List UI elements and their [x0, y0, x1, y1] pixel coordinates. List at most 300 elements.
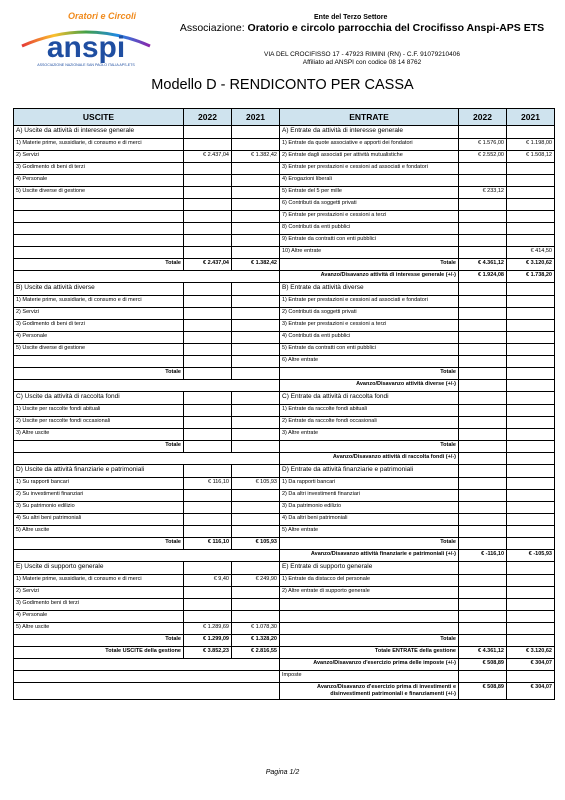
table-cell	[232, 356, 280, 368]
table-cell: 9) Entrate da contratti con enti pubblici	[280, 235, 459, 247]
table-cell	[459, 296, 507, 308]
table-row	[14, 502, 555, 514]
table-cell	[459, 502, 507, 514]
table-cell	[232, 175, 280, 187]
table-cell: 4) Da altri beni patrimoniali	[280, 514, 459, 526]
totale-label: Totale	[280, 259, 459, 271]
avanzo-esercizio-label: Avanzo/Disavanzo d'esercizio prima delle imposte (+/-)	[280, 659, 459, 671]
table-cell: 3) Entrate per prestazioni e cessioni ad associati e fondatori	[280, 163, 459, 175]
table-cell: 4) Personale	[14, 332, 184, 344]
table-cell	[507, 611, 555, 623]
table-cell: 2) Altre entrate di supporto generale	[280, 587, 459, 599]
section-row	[14, 562, 555, 575]
table-cell: 4) Personale	[14, 611, 184, 623]
table-cell: € 2.437,04	[184, 151, 232, 163]
table-cell	[232, 429, 280, 441]
table-cell	[184, 502, 232, 514]
empty-cell	[14, 659, 280, 671]
table-row	[14, 405, 555, 417]
table-cell	[507, 175, 555, 187]
table-cell	[232, 163, 280, 175]
table-cell: 1) Materie prime, sussidiarie, di consumo e di merci	[14, 296, 184, 308]
table-cell: € 9,40	[184, 575, 232, 587]
table-cell	[459, 538, 507, 550]
table-cell: 1) Su rapporti bancari	[14, 478, 184, 490]
imposte-label: Imposte	[280, 671, 459, 683]
avanzo-esercizio-row	[14, 659, 555, 671]
table-cell: 3) Godimento beni di terzi	[14, 599, 184, 611]
table-cell	[232, 368, 280, 380]
avanzo-row	[14, 380, 555, 392]
table-cell	[280, 599, 459, 611]
table-cell: 5) Altre uscite	[14, 526, 184, 538]
table-cell	[507, 344, 555, 356]
avanzo-row	[14, 550, 555, 562]
table-cell	[184, 490, 232, 502]
avanzo-label: Avanzo/Disavanzo attività finanziarie e patrimoniali (+/-)	[280, 550, 459, 562]
table-cell	[232, 235, 280, 247]
avanzo-label: Avanzo/Disavanzo attività diverse (+/-)	[280, 380, 459, 392]
totale-label: Totale	[280, 635, 459, 647]
table-cell	[507, 587, 555, 599]
totale-label: Totale	[14, 538, 184, 550]
totale-label: Totale	[14, 368, 184, 380]
table-cell	[184, 562, 232, 575]
table-row	[14, 151, 555, 163]
table-cell	[184, 283, 232, 296]
table-cell	[184, 587, 232, 599]
table-cell: € 4.361,12	[459, 259, 507, 271]
table-cell: 5) Altre entrate	[280, 526, 459, 538]
table-cell	[459, 356, 507, 368]
table-row	[14, 163, 555, 175]
table-row	[14, 247, 555, 259]
table-cell	[14, 247, 184, 259]
svg-text:ASSOCIAZIONE NAZIONALE SAN PAO: ASSOCIAZIONE NAZIONALE SAN PAOLO ITALIA APS-ETS	[37, 63, 135, 67]
table-row	[14, 320, 555, 332]
table-cell	[507, 441, 555, 453]
empty-cell	[14, 671, 280, 683]
section-title: A) Entrate da attività di interesse generale	[280, 126, 459, 139]
table-cell	[232, 526, 280, 538]
anspi-logo	[16, 10, 156, 68]
table-cell	[232, 405, 280, 417]
table-cell	[507, 635, 555, 647]
empty-cell	[14, 683, 280, 700]
table-cell: 2) Uscite per raccolte fondi occasionali	[14, 417, 184, 429]
table-cell	[459, 163, 507, 175]
table-cell	[507, 126, 555, 139]
table-cell	[232, 490, 280, 502]
table-row	[14, 478, 555, 490]
table-cell	[459, 235, 507, 247]
table-cell: 2) Su investimenti finanziari	[14, 490, 184, 502]
table-cell	[507, 283, 555, 296]
section-title: C) Uscite da attività di raccolta fondi	[14, 392, 184, 405]
table-cell: 6) Altre entrate	[280, 356, 459, 368]
table-cell	[184, 465, 232, 478]
table-cell: € 4.361,12	[459, 647, 507, 659]
table-row	[14, 599, 555, 611]
avanzo-label: Avanzo/Disavanzo attività di raccolta fondi (+/-)	[280, 453, 459, 465]
table-cell: € 1.382,42	[232, 151, 280, 163]
table-cell	[459, 223, 507, 235]
table-cell: € 105,93	[232, 478, 280, 490]
avanzo-row	[14, 453, 555, 465]
association-name: Associazione: Oratorio e circolo parrocchia del Crocifisso Anspi-APS ETS	[179, 22, 545, 34]
table-cell: 3) Entrate per prestazioni e cessioni a terzi	[280, 320, 459, 332]
table-cell	[507, 671, 555, 683]
total-row	[14, 368, 555, 380]
table-cell	[184, 199, 232, 211]
table-row	[14, 526, 555, 538]
table-cell: 3) Su patrimonio edilizio	[14, 502, 184, 514]
table-cell: 3) Godimento di beni di terzi	[14, 320, 184, 332]
total-row	[14, 441, 555, 453]
empty-cell	[14, 271, 280, 283]
table-cell	[232, 611, 280, 623]
total-entrate-label: Totale ENTRATE della gestione	[280, 647, 459, 659]
page-header	[0, 0, 565, 70]
table-cell: 2) Contributi da soggetti privati	[280, 308, 459, 320]
table-cell: € 1.198,00	[507, 139, 555, 151]
totale-label: Totale	[280, 538, 459, 550]
totale-label: Totale	[280, 368, 459, 380]
table-cell	[507, 163, 555, 175]
table-cell	[232, 417, 280, 429]
table-cell	[232, 126, 280, 139]
table-cell	[184, 320, 232, 332]
table-cell	[232, 223, 280, 235]
table-cell	[184, 392, 232, 405]
table-cell: 6) Contributi da soggetti privati	[280, 199, 459, 211]
table-cell	[184, 126, 232, 139]
table-cell: € 414,50	[507, 247, 555, 259]
empty-cell	[14, 380, 280, 392]
table-cell	[184, 526, 232, 538]
table-cell	[184, 175, 232, 187]
table-cell: 5) Altre uscite	[14, 623, 184, 635]
table-cell	[507, 308, 555, 320]
table-cell	[232, 502, 280, 514]
table-cell: € 508,89	[459, 659, 507, 671]
table-cell	[507, 296, 555, 308]
empty-cell	[14, 550, 280, 562]
table-cell	[232, 599, 280, 611]
totale-label: Totale	[14, 635, 184, 647]
ente-label: Ente del Terzo Settore	[314, 14, 388, 21]
table-cell: € 116,10	[184, 478, 232, 490]
table-cell	[507, 502, 555, 514]
table-row	[14, 211, 555, 223]
table-cell	[507, 320, 555, 332]
table-cell	[507, 599, 555, 611]
table-cell	[184, 235, 232, 247]
table-cell	[507, 575, 555, 587]
table-cell	[507, 187, 555, 199]
table-cell	[459, 587, 507, 599]
table-row	[14, 308, 555, 320]
table-cell: € 1.382,42	[232, 259, 280, 271]
table-cell	[459, 392, 507, 405]
table-row	[14, 490, 555, 502]
table-cell	[232, 441, 280, 453]
table-cell: 1) Materie prime, sussidiarie, di consumo e di merci	[14, 139, 184, 151]
table-cell	[459, 478, 507, 490]
table-cell: € 1.924,08	[459, 271, 507, 283]
table-cell	[14, 356, 184, 368]
table-row	[14, 514, 555, 526]
table-cell	[459, 599, 507, 611]
table-cell: 2) Entrate da raccolte fondi occasionali	[280, 417, 459, 429]
total-row	[14, 538, 555, 550]
table-cell	[459, 417, 507, 429]
table-cell	[184, 441, 232, 453]
table-cell: 2) Servizi	[14, 308, 184, 320]
table-cell	[184, 247, 232, 259]
table-cell	[459, 453, 507, 465]
table-cell	[459, 344, 507, 356]
table-row	[14, 417, 555, 429]
table-cell: 4) Erogazioni liberali	[280, 175, 459, 187]
table-cell: 7) Entrate per prestazioni e cessioni a terzi	[280, 211, 459, 223]
table-cell: € 304,07	[507, 659, 555, 671]
association-address: VIA DEL CROCIFISSO 17 - 47923 RIMINI (RN) - C.F. 91079210406 Affiliato ad ANSPI con codice 08 14 8762	[264, 51, 460, 66]
table-cell: € 105,93	[232, 538, 280, 550]
table-cell: € 304,07	[507, 683, 555, 700]
total-row	[14, 259, 555, 271]
section-title: D) Uscite da attività finanziarie e patrimoniali	[14, 465, 184, 478]
table-cell: € 1.328,20	[232, 635, 280, 647]
table-cell	[459, 514, 507, 526]
table-cell: € 2.816,55	[232, 647, 280, 659]
table-cell	[14, 211, 184, 223]
svg-text:anspi: anspi	[46, 31, 126, 64]
table-cell	[459, 283, 507, 296]
table-cell	[280, 611, 459, 623]
avanzo-investimenti-row	[14, 683, 555, 700]
table-cell: 1) Materie prime, sussidiarie, di consumo e di merci	[14, 575, 184, 587]
table-row	[14, 356, 555, 368]
table-cell: 5) Entrate del 5 per mille	[280, 187, 459, 199]
table-cell	[232, 320, 280, 332]
table-cell: € 3.120,62	[507, 259, 555, 271]
table-cell	[507, 453, 555, 465]
table-cell	[232, 344, 280, 356]
table-cell: € 508,89	[459, 683, 507, 700]
table-cell	[232, 187, 280, 199]
table-cell	[507, 526, 555, 538]
table-cell: 1) Entrate da raccolte fondi abituali	[280, 405, 459, 417]
table-cell	[507, 332, 555, 344]
table-cell	[232, 514, 280, 526]
table-cell	[459, 611, 507, 623]
section-title: B) Uscite da attività diverse	[14, 283, 184, 296]
empty-cell	[14, 453, 280, 465]
table-cell	[459, 575, 507, 587]
col-header-2021: 2021	[507, 109, 555, 126]
table-cell	[14, 223, 184, 235]
table-cell	[232, 296, 280, 308]
table-row	[14, 175, 555, 187]
table-cell: 5) Uscite diverse di gestione	[14, 187, 184, 199]
table-cell	[184, 296, 232, 308]
table-row	[14, 235, 555, 247]
table-cell: 4) Contributi da enti pubblici	[280, 332, 459, 344]
table-cell	[507, 223, 555, 235]
col-header-2021: 2021	[232, 109, 280, 126]
table-cell	[232, 392, 280, 405]
table-cell	[507, 199, 555, 211]
table-cell	[232, 139, 280, 151]
table-cell: € 2.437,04	[184, 259, 232, 271]
table-cell	[459, 623, 507, 635]
table-cell: € 1.299,09	[184, 635, 232, 647]
table-cell: 3) Da patrimonio edilizio	[280, 502, 459, 514]
table-cell	[184, 308, 232, 320]
table-cell: 4) Su altri beni patrimoniali	[14, 514, 184, 526]
table-cell	[459, 199, 507, 211]
table-cell: 8) Contributi da enti pubblici	[280, 223, 459, 235]
table-cell: € 2.552,00	[459, 151, 507, 163]
table-cell: € 1.508,12	[507, 151, 555, 163]
table-cell: 4) Personale	[14, 175, 184, 187]
table-cell	[459, 380, 507, 392]
totale-label: Totale	[14, 259, 184, 271]
table-cell	[232, 283, 280, 296]
table-cell	[459, 429, 507, 441]
table-cell: € 1.289,69	[184, 623, 232, 635]
col-header-entrate: ENTRATE	[280, 109, 459, 126]
table-cell: € 116,10	[184, 538, 232, 550]
table-row	[14, 344, 555, 356]
section-row	[14, 392, 555, 405]
table-cell	[459, 126, 507, 139]
col-header-2022: 2022	[459, 109, 507, 126]
table-cell	[232, 199, 280, 211]
table-cell	[507, 356, 555, 368]
table-cell	[184, 599, 232, 611]
table-cell	[459, 490, 507, 502]
table-cell	[184, 611, 232, 623]
table-cell	[184, 344, 232, 356]
table-cell	[232, 332, 280, 344]
total-uscite-label: Totale USCITE della gestione	[14, 647, 184, 659]
table-cell: 3) Altre uscite	[14, 429, 184, 441]
table-cell	[184, 211, 232, 223]
table-cell	[507, 538, 555, 550]
table-row	[14, 611, 555, 623]
table-cell: 10) Altre entrate	[280, 247, 459, 259]
table-cell: 2) Servizi	[14, 587, 184, 599]
table-cell: € -105,93	[507, 550, 555, 562]
table-cell	[184, 368, 232, 380]
table-cell: 3) Altre entrate	[280, 429, 459, 441]
rendiconto-table	[13, 108, 555, 700]
avanzo-row	[14, 271, 555, 283]
table-cell	[459, 405, 507, 417]
table-cell: 1) Da rapporti bancari	[280, 478, 459, 490]
table-cell	[507, 211, 555, 223]
table-cell: € 3.120,62	[507, 647, 555, 659]
table-cell	[14, 199, 184, 211]
table-cell: 3) Godimento di beni di terzi	[14, 163, 184, 175]
table-cell	[459, 320, 507, 332]
table-header-row	[14, 109, 555, 126]
table-cell	[459, 175, 507, 187]
table-cell	[459, 526, 507, 538]
table-cell	[184, 514, 232, 526]
table-cell	[507, 368, 555, 380]
table-cell: € 3.852,23	[184, 647, 232, 659]
table-cell	[459, 441, 507, 453]
table-row	[14, 429, 555, 441]
table-cell	[507, 235, 555, 247]
table-row	[14, 587, 555, 599]
totale-label: Totale	[14, 441, 184, 453]
total-row	[14, 635, 555, 647]
table-cell: 1) Entrate da quote associative e apporti dei fondatori	[280, 139, 459, 151]
table-row	[14, 296, 555, 308]
totale-label: Totale	[280, 441, 459, 453]
section-title: E) Uscite di supporto generale	[14, 562, 184, 575]
table-cell	[232, 562, 280, 575]
table-cell: 5) Entrate da contratti con enti pubblici	[280, 344, 459, 356]
table-cell: 2) Da altri investimenti finanziari	[280, 490, 459, 502]
table-cell	[459, 465, 507, 478]
table-cell: € 1.738,20	[507, 271, 555, 283]
table-cell	[507, 478, 555, 490]
table-cell	[507, 465, 555, 478]
table-cell: 5) Uscite diverse di gestione	[14, 344, 184, 356]
section-row	[14, 465, 555, 478]
table-cell	[184, 405, 232, 417]
table-cell	[232, 211, 280, 223]
table-row	[14, 187, 555, 199]
section-row	[14, 283, 555, 296]
table-cell	[459, 332, 507, 344]
page-footer: Pagina 1/2	[265, 769, 300, 776]
table-cell	[507, 514, 555, 526]
table-cell	[184, 356, 232, 368]
table-cell	[507, 417, 555, 429]
table-cell	[459, 211, 507, 223]
table-cell	[459, 368, 507, 380]
table-cell	[184, 332, 232, 344]
table-cell: 1) Entrate per prestazioni e cessioni ad associati e fondatori	[280, 296, 459, 308]
col-header-2022: 2022	[184, 109, 232, 126]
table-cell: 1) Entrate da distacco del personale	[280, 575, 459, 587]
table-cell	[507, 380, 555, 392]
section-title: A) Uscite da attività di interesse generale	[14, 126, 184, 139]
table-cell: € 249,90	[232, 575, 280, 587]
section-row	[14, 126, 555, 139]
table-cell	[507, 490, 555, 502]
section-title: E) Entrate di supporto generale	[280, 562, 459, 575]
section-title: C) Entrate da attività di raccolta fondi	[280, 392, 459, 405]
table-cell	[184, 163, 232, 175]
table-cell	[184, 187, 232, 199]
table-row	[14, 139, 555, 151]
table-cell	[507, 623, 555, 635]
table-row	[14, 623, 555, 635]
table-cell	[184, 429, 232, 441]
table-cell	[507, 429, 555, 441]
table-row	[14, 332, 555, 344]
page-title: Modello D - RENDICONTO PER CASSA	[151, 77, 414, 93]
table-cell	[184, 417, 232, 429]
table-cell	[232, 587, 280, 599]
